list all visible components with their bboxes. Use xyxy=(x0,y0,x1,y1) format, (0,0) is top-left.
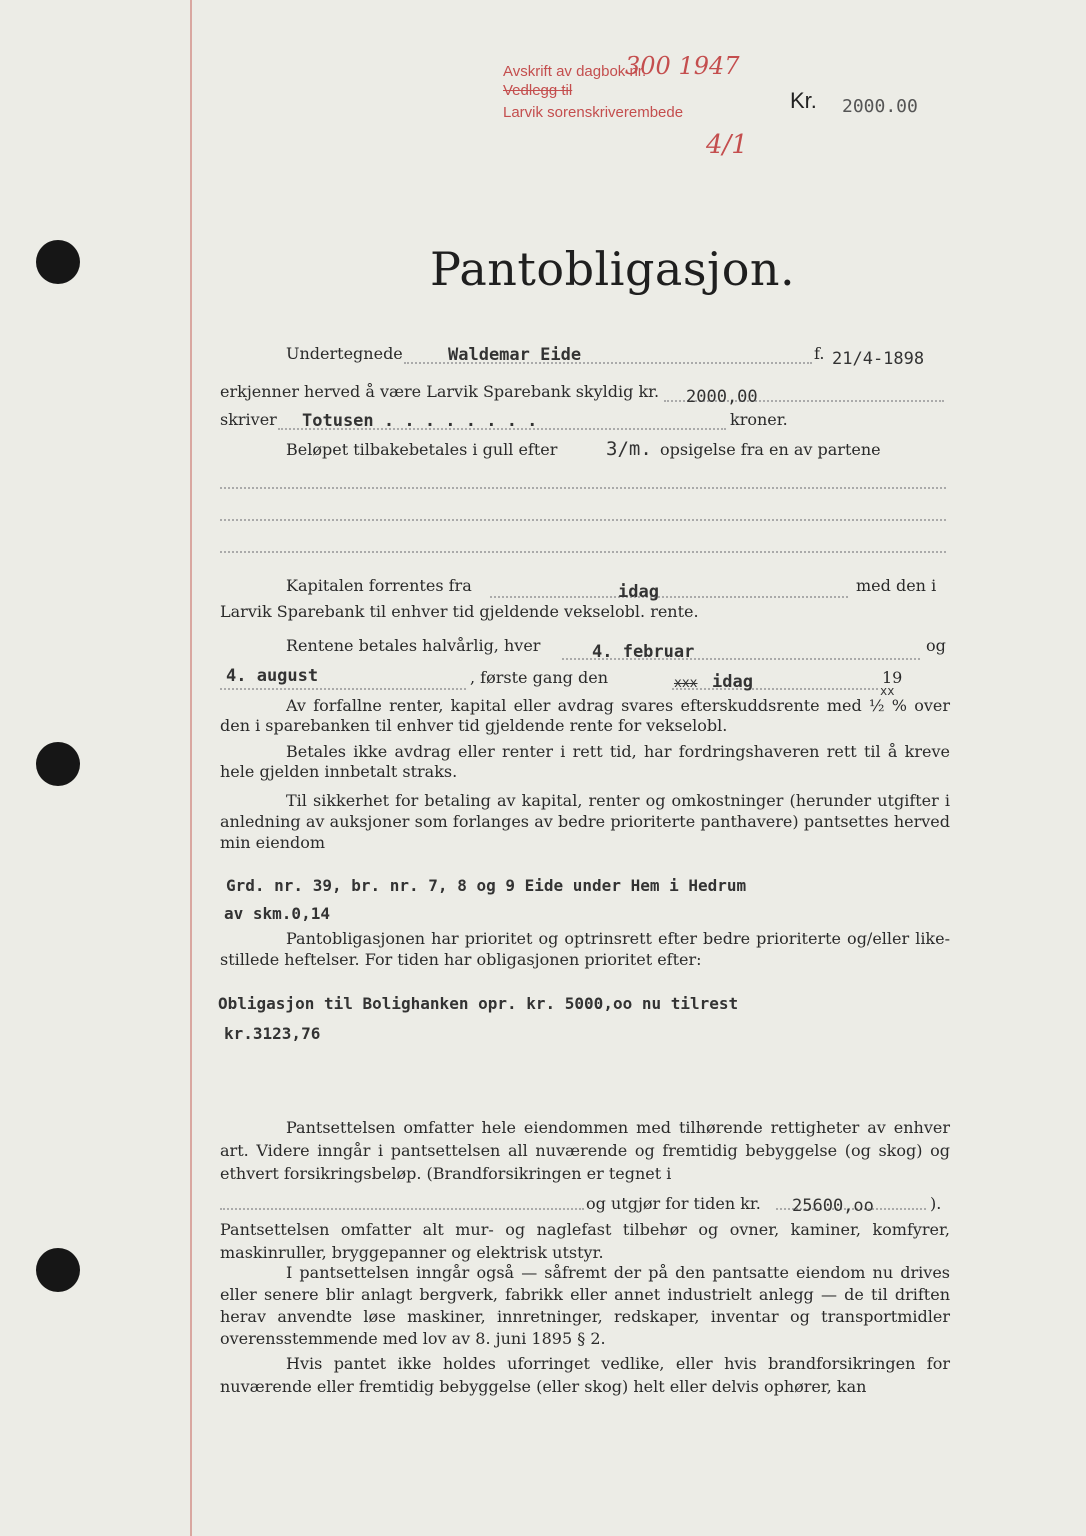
rente-date-1: 4. februar xyxy=(592,642,695,662)
paragraph-betales-ikke: Betales ikke avdrag eller renter i rett tid, har fordringshaveren rett til å kreve hele gjelden innbetalt straks. xyxy=(220,742,950,781)
blank-line xyxy=(220,487,946,489)
rente-date-2: 4. august xyxy=(226,666,319,686)
dagbok-number-handwritten: 300 1947 xyxy=(625,52,740,80)
kr-label: Kr. xyxy=(790,88,817,113)
amount-in-words: Totusen . . . . . . . . xyxy=(302,411,538,431)
fill-line xyxy=(220,688,466,690)
kapital-from: idag xyxy=(618,582,659,602)
prior-line-1: Obligasjon til Bolighanken opr. kr. 5000,oo nu tilrest xyxy=(218,994,739,1013)
paragraph-i-pantsettelsen: I pantsettelsen inngår også — såfremt der på den pantsatte eiendom nu drives eller senere blir anlagt bergverk, fabrikk eller annet industrielt anlegg — de til driften herav anvendte løse maskiner, innretninger, redskaper, inventar og transportmidler overensstemmende med lov av 8. juni 1895 § 2. xyxy=(220,1263,950,1348)
prior-line-2: kr.3123,76 xyxy=(224,1024,321,1043)
blank-line xyxy=(220,551,946,553)
document-title: Pantobligasjon. xyxy=(430,242,796,296)
larvik-rente-text: Larvik Sparebank til enhver tid gjeldende vekselobl. rente. xyxy=(220,602,699,621)
paragraph-sikkerhet: Til sikkerhet for betaling av kapital, renter og omkostninger (herunder utgifter i anledning av auksjoner som forlanges av bedre prioriterte panthavere) pantsettes herved min eiendom xyxy=(220,791,950,852)
punch-hole xyxy=(36,742,80,786)
paragraph-forfallne: Av forfallne renter, kapital eller avdrag svares efterskuddsrente med ½ % over den i sparebanken til enhver tid gjeldende rente for vekselobl. xyxy=(220,696,950,735)
kroner-label: kroner. xyxy=(730,410,788,429)
repay-text-a: Beløpet tilbakebetales i gull efter xyxy=(286,440,558,459)
erkjenner-text: erkjenner herved å være Larvik Sparebank skyldig kr. xyxy=(220,382,660,401)
repay-term: 3/m. xyxy=(606,438,652,460)
year-prefix: 19 xyxy=(882,668,903,687)
kapital-label: Kapitalen forrentes fra xyxy=(286,576,472,595)
year-suffix: xx xyxy=(880,684,895,698)
fill-line xyxy=(220,1208,584,1210)
date-note-handwritten: 4/1 xyxy=(706,130,748,160)
stamp-line-3: Larvik sorenskriverembede xyxy=(503,104,684,121)
punch-hole xyxy=(36,1248,80,1292)
og-label: og xyxy=(926,636,946,655)
born-date: 21/4-1898 xyxy=(832,349,925,369)
stamp-line-1: Avskrift av dagbok nr. xyxy=(503,63,647,80)
blank-line xyxy=(220,519,946,521)
skriver-label: skriver xyxy=(220,410,277,429)
utgjor-end: ). xyxy=(930,1194,942,1213)
forste-gang-value: idag xyxy=(712,672,753,692)
paragraph-omfatter: Pantsettelsen omfatter hele eiendommen med tilhørende rettigheter av enhver art. Videre inngår i pantsettelsen all nuværende og fremtidig bebyggelse (og skog) og ethvert forsikringsbeløp. (Brandforsikringen er tegnet i xyxy=(220,1118,950,1183)
punch-hole xyxy=(36,240,80,284)
forste-gang-label: , første gang den xyxy=(470,668,608,687)
debtor-name: Waldemar Eide xyxy=(448,345,582,365)
stamp-line-2: Vedlegg til xyxy=(503,82,573,99)
born-label: f. xyxy=(814,344,825,363)
crossed-out-den: xxx xyxy=(674,676,698,691)
loan-amount: 2000,00 xyxy=(686,387,758,407)
paragraph-hvis-pantet: Hvis pantet ikke holdes uforringet vedlike, eller hvis brandforsikringen for nuværende eller fremtidig bebyggelse (eller skog) helt eller delvis ophører, kan xyxy=(220,1354,950,1396)
red-margin-line xyxy=(190,0,192,1536)
paragraph-prioritet: Pantobligasjonen har prioritet og optrinsrett efter bedre prioriterte og/eller like-stillede heftelser. For tiden har obligasjonen prioritet efter: xyxy=(220,929,950,969)
undertegnede-label: Undertegnede xyxy=(286,344,403,363)
fill-line xyxy=(672,688,878,690)
property-line-1: Grd. nr. 39, br. nr. 7, 8 og 9 Eide under Hem i Hedrum xyxy=(226,876,747,895)
kr-amount: 2000.00 xyxy=(842,96,918,117)
rentene-label: Rentene betales halvårlig, hver xyxy=(286,636,541,655)
brand-insurance-value: 25600,oo xyxy=(792,1196,874,1216)
paragraph-murfast: Pantsettelsen omfatter alt mur- og naglefast tilbehør og ovner, kaminer, komfyrer, maskinruller, bryggepanner og elektrisk utstyr. xyxy=(220,1220,950,1262)
fill-line xyxy=(490,596,848,598)
repay-text-b: opsigelse fra en av partene xyxy=(660,440,881,459)
med-den-label: med den i xyxy=(856,576,937,595)
utgjor-label: og utgjør for tiden kr. xyxy=(586,1194,761,1213)
property-line-2: av skm.0,14 xyxy=(224,904,330,923)
